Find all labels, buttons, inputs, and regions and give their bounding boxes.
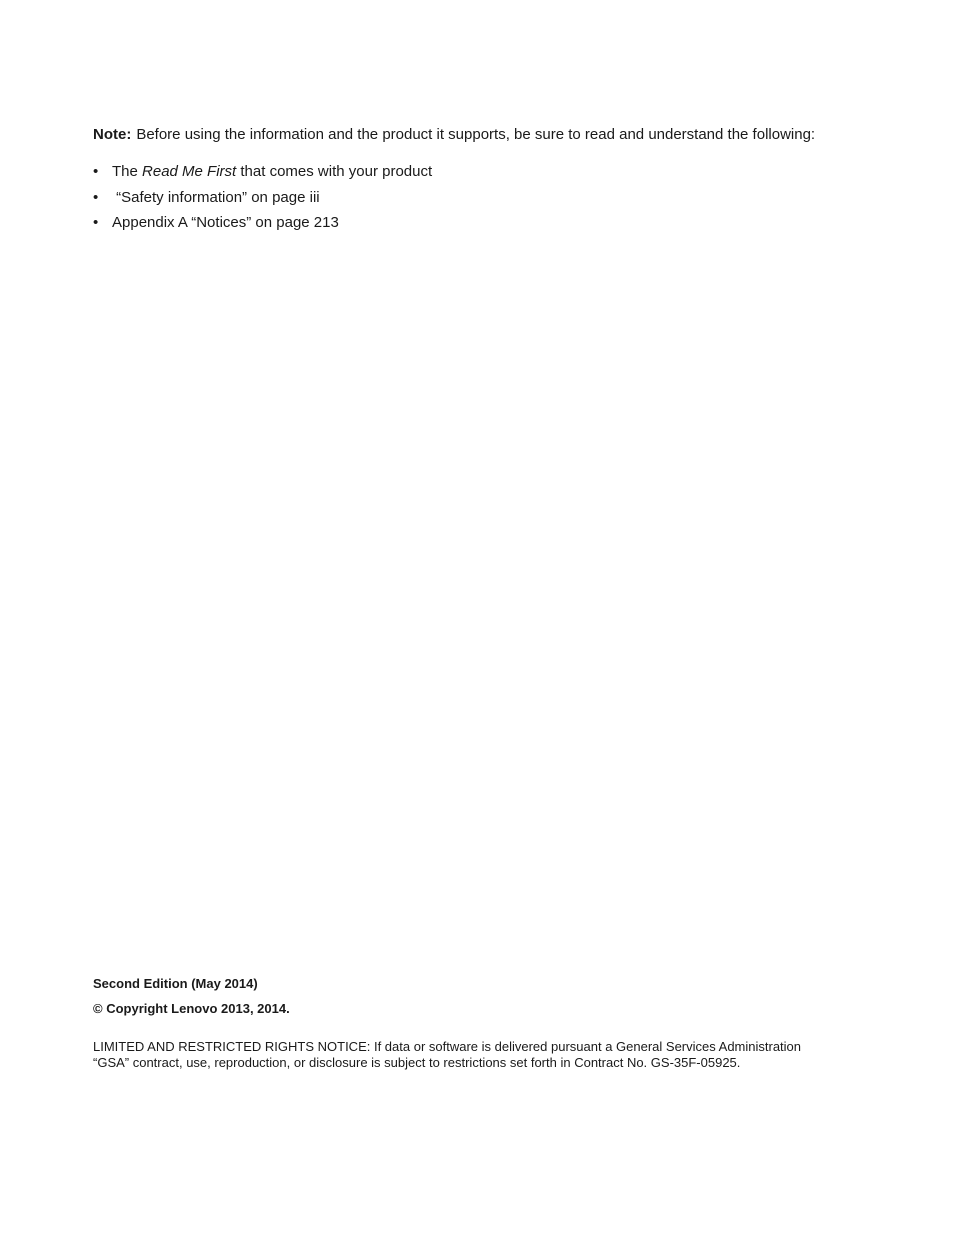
bullet-marker: • [93, 163, 99, 180]
rights-notice-line-2: “GSA” contract, use, reproduction, or disclosure is subject to restrictions set forth in Contract No. GS-35F-05925. [93, 1054, 741, 1070]
bullet-marker: • [93, 188, 99, 206]
rights-notice-line-1: LIMITED AND RESTRICTED RIGHTS NOTICE: If data or software is delivered pursuant a General Services Administration [93, 1039, 802, 1054]
reading-list [93, 162, 432, 239]
list-item-suffix: that comes with your product [236, 163, 433, 180]
rights-notice [93, 1039, 863, 1070]
note-paragraph [93, 125, 893, 145]
note-text: Before using the information and the product it supports, be sure to read and understand the following: [136, 126, 816, 143]
list-item-read-me-first [93, 162, 432, 182]
list-item-safety-information [93, 188, 432, 208]
list-item-notices [93, 213, 432, 233]
copyright-statement: © Copyright Lenovo 2013, 2014. [93, 1001, 290, 1016]
notices-link[interactable]: Appendix A “Notices” on page 213 [112, 214, 339, 231]
safety-information-link[interactable]: “Safety information” on page iii [112, 188, 320, 206]
edition-statement: Second Edition (May 2014) [93, 976, 258, 991]
read-me-first-title: Read Me First [142, 163, 237, 180]
list-item-prefix: The [112, 163, 143, 180]
bullet-marker: • [93, 214, 99, 231]
note-label: Note: [93, 126, 132, 143]
